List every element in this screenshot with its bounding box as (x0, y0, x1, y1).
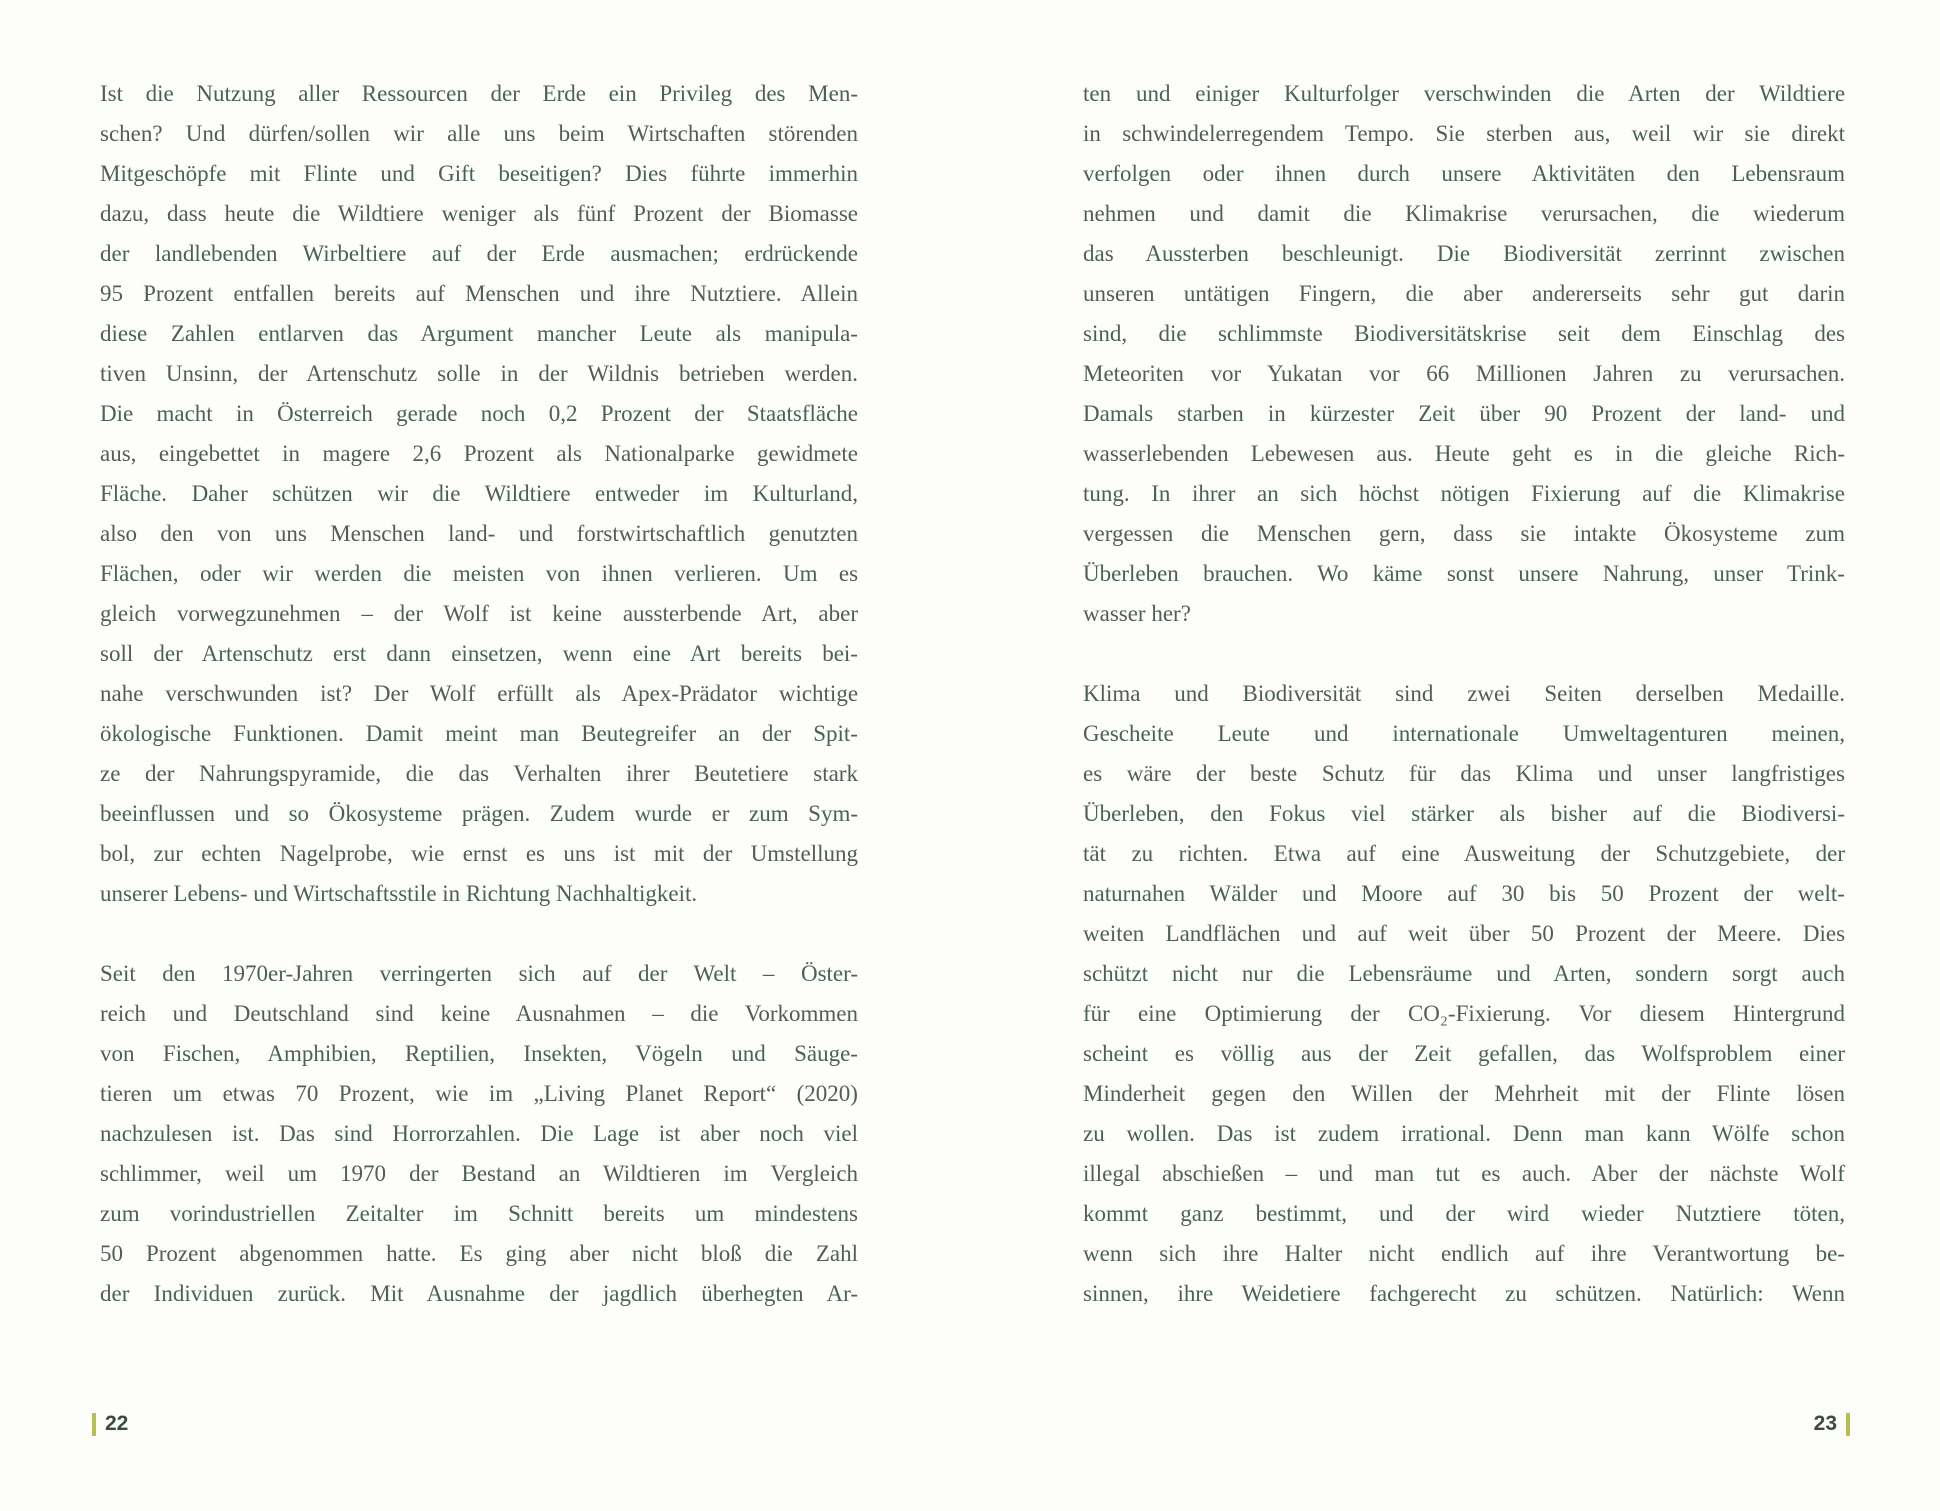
paragraph (1083, 674, 1845, 1314)
text-line: diese Zahlen entlarven das Argument mancher Leute als manipula- (100, 321, 858, 346)
page-number-right (1814, 1412, 1850, 1436)
text-line: Überleben, den Fokus viel stärker als bisher auf die Biodiversi- (1083, 801, 1845, 826)
text-line: dazu, dass heute die Wildtiere weniger als fünf Prozent der Biomasse (100, 201, 859, 226)
text-line: nahe verschwunden ist? Der Wolf erfüllt als Apex-Prädator wichtige (100, 681, 859, 706)
text-line: Flächen, oder wir werden die meisten von ihnen verlieren. Um es (100, 561, 859, 586)
text-line: für eine Optimierung der CO₂-Fixierung. Vor diesem Hintergrund (1083, 1001, 1845, 1026)
page-number-right-value: 23 (1813, 1412, 1837, 1435)
text-line: Gescheite Leute und internationale Umweltagenturen meinen, (1083, 721, 1845, 746)
text-line: wasserlebenden Lebewesen aus. Heute geht es in die gleiche Rich- (1083, 441, 1845, 466)
text-line: bol, zur echten Nagelprobe, wie ernst es uns ist mit der Umstellung (100, 841, 858, 866)
text-line: ökologische Funktionen. Damit meint man Beutegreifer an der Spit- (100, 721, 858, 746)
text-line: vergessen die Menschen gern, dass sie intakte Ökosysteme zum (1083, 521, 1846, 546)
text-line: in schwindelerregendem Tempo. Sie sterben aus, weil wir sie direkt (1083, 121, 1846, 146)
text-line: aus, eingebettet in magere 2,6 Prozent als Nationalparke gewidmete (100, 441, 858, 466)
text-line: zu wollen. Das ist zudem irrational. Denn man kann Wölfe schon (1083, 1121, 1845, 1146)
text-line: wasser her? (1083, 601, 1191, 626)
text-line: nehmen und damit die Klimakrise verursachen, die wiederum (1083, 201, 1845, 226)
text-line: das Aussterben beschleunigt. Die Biodiversität zerrinnt zwischen (1083, 241, 1845, 266)
text-line: schützt nicht nur die Lebensräume und Arten, sondern sorgt auch (1083, 961, 1845, 986)
text-line: schen? Und dürfen/sollen wir alle uns beim Wirtschaften störenden (100, 121, 858, 146)
text-line: unserer Lebens- und Wirtschaftsstile in Richtung Nachhaltigkeit. (100, 881, 698, 906)
text-line: scheint es völlig aus der Zeit gefallen, das Wolfsproblem einer (1083, 1041, 1846, 1066)
text-line: Seit den 1970er-Jahren verringerten sich auf der Welt – Öster- (100, 961, 858, 986)
paragraph (100, 954, 858, 1314)
text-line: von Fischen, Amphibien, Reptilien, Insekten, Vögeln und Säuge- (100, 1041, 858, 1066)
text-line: illegal abschießen – und man tut es auch. Aber der nächste Wolf (1083, 1161, 1845, 1186)
page-number-divider-left (92, 1413, 96, 1436)
text-line: Minderheit gegen den Willen der Mehrheit mit der Flinte lösen (1083, 1081, 1845, 1106)
page-right-text (1083, 74, 1845, 1314)
text-line: Klima und Biodiversität sind zwei Seiten derselben Medaille. (1083, 681, 1845, 706)
text-line: Mitgeschöpfe mit Flinte und Gift beseitigen? Dies führte immerhin (100, 161, 858, 186)
text-line: der Individuen zurück. Mit Ausnahme der jagdlich überhegten Ar- (100, 1281, 858, 1306)
text-line: weiten Landflächen und auf weit über 50 Prozent der Meere. Dies (1083, 921, 1846, 946)
text-line: schlimmer, weil um 1970 der Bestand an Wildtieren im Vergleich (100, 1161, 859, 1186)
text-line: naturnahen Wälder und Moore auf 30 bis 50 Prozent der welt- (1083, 881, 1845, 906)
page-left-text (100, 74, 858, 1314)
text-line: kommt ganz bestimmt, und der wird wieder Nutztiere töten, (1083, 1201, 1846, 1226)
text-line: Überleben brauchen. Wo käme sonst unsere Nahrung, unser Trink- (1083, 561, 1845, 586)
text-line: reich und Deutschland sind keine Ausnahmen – die Vorkommen (100, 1001, 859, 1026)
text-line: es wäre der beste Schutz für das Klima und unser langfristiges (1083, 761, 1845, 786)
text-line: beeinflussen und so Ökosysteme prägen. Zudem wurde er zum Sym- (100, 801, 859, 826)
text-line: Damals starben in kürzester Zeit über 90 Prozent der land- und (1083, 401, 1846, 426)
text-line: sind, die schlimmste Biodiversitätskrise seit dem Einschlag des (1083, 321, 1845, 346)
text-line: Meteoriten vor Yukatan vor 66 Millionen Jahren zu verursachen. (1083, 361, 1846, 386)
text-line: zum vorindustriellen Zeitalter im Schnitt bereits um mindestens (100, 1201, 858, 1226)
text-line: sinnen, ihre Weidetiere fachgerecht zu schützen. Natürlich: Wenn (1083, 1281, 1846, 1306)
text-line: Fläche. Daher schützen wir die Wildtiere entweder im Kulturland, (100, 481, 859, 506)
page-number-left (92, 1412, 128, 1436)
text-line: unseren untätigen Fingern, die aber andererseits sehr gut darin (1083, 281, 1846, 306)
text-line: Ist die Nutzung aller Ressourcen der Erde ein Privileg des Men- (100, 81, 858, 106)
text-line: tung. In ihrer an sich höchst nötigen Fixierung auf die Klimakrise (1083, 481, 1846, 506)
text-line: tät zu richten. Etwa auf eine Ausweitung der Schutzgebiete, der (1083, 841, 1846, 866)
text-line: Die macht in Österreich gerade noch 0,2 Prozent der Staatsfläche (100, 401, 858, 426)
text-line: verfolgen oder ihnen durch unsere Aktivitäten den Lebensraum (1083, 161, 1846, 186)
text-line: 95 Prozent entfallen bereits auf Menschen und ihre Nutztiere. Allein (100, 281, 858, 306)
text-line: soll der Artenschutz erst dann einsetzen, wenn eine Art bereits bei- (100, 641, 858, 666)
text-line: tiven Unsinn, der Artenschutz solle in der Wildnis betrieben werden. (100, 361, 858, 386)
text-line: wenn sich ihre Halter nicht endlich auf ihre Verantwortung be- (1083, 1241, 1845, 1266)
page-number-divider-right (1846, 1413, 1850, 1436)
text-line: tieren um etwas 70 Prozent, wie im „Living Planet Report“ (2020) (100, 1081, 858, 1106)
paragraph (1083, 74, 1845, 634)
text-line: ze der Nahrungspyramide, die das Verhalten ihrer Beutetiere stark (100, 761, 858, 786)
text-line: 50 Prozent abgenommen hatte. Es ging aber nicht bloß die Zahl (100, 1241, 859, 1266)
text-line: ten und einiger Kulturfolger verschwinden die Arten der Wildtiere (1083, 81, 1846, 106)
text-line: also den von uns Menschen land- und forstwirtschaftlich genutzten (100, 521, 858, 546)
page-number-left-value: 22 (105, 1412, 129, 1435)
text-line: nachzulesen ist. Das sind Horrorzahlen. Die Lage ist aber noch viel (100, 1121, 859, 1146)
text-line: der landlebenden Wirbeltiere auf der Erde ausmachen; erdrückende (100, 241, 859, 266)
paragraph (100, 74, 858, 914)
text-line: gleich vorwegzunehmen – der Wolf ist keine aussterbende Art, aber (100, 601, 858, 626)
